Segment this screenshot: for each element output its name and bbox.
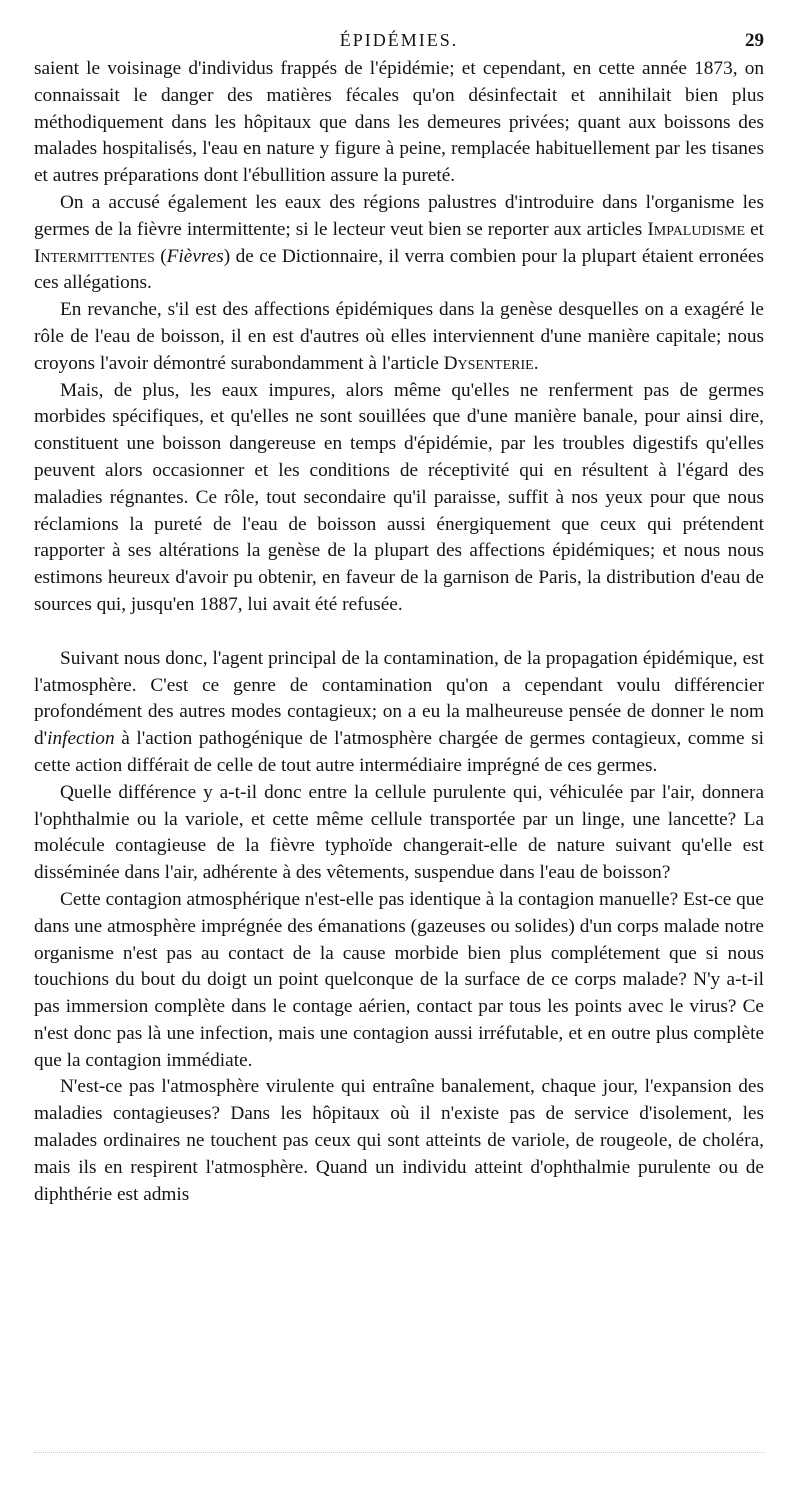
paragraph-text: Quelle différence y a-t-il donc entre la cellule purulente qui, véhiculée par l'air, donnera l'ophthalmie ou la variole, et cette même cellule transportée par un linge, une lancette? La molécule contagieuse de la fièvre typhoïde changerait-elle de nature suivant qu'elle est disséminée dans l'air, adhérente à des vêtements, suspendue dans l'eau de boisson? — [34, 781, 764, 884]
page-number: 29 — [745, 30, 764, 51]
paragraph-7 — [34, 887, 764, 1075]
paragraph-text: . — [533, 352, 539, 374]
article-reference-impaludisme: Impaludisme — [647, 218, 746, 240]
paragraph-text: Cette contagion atmosphérique n'est-elle pas identique à la contagion manuelle? Est-ce que dans une atmosphère imprégnée des émanations (gazeuses ou solides) d'un corps malade notre organisme n'est pas au contact de la cause morbide bien plus complétement que si nous touchions du bout du doigt un point quelconque de la surface de ce corps malade? N'y a-t-il pas immersion complète dans le contage aérien, contact par tous les points avec le virus? Ce n'est donc pas là une infection, mais une contagion aussi irréfutable, et en outre plus complète que la contagion immédiate. — [34, 888, 764, 1071]
page — [34, 30, 764, 1208]
paragraph-2 — [34, 190, 764, 297]
paragraph-text: saient le voisinage d'individus frappés de l'épidémie; et cependant, en cette année 1873, on connaissait le danger des matières fécales qu'on désinfectait et annihilait bien plus méthodiquement dans les hôpitaux que dans les demeures privées; quant aux boissons des malades hospitalisés, l'eau en nature y figure à peine, remplacée habituellement par les tisanes et autres préparations dont l'ébullition assure la pureté. — [34, 58, 764, 187]
running-head — [34, 30, 764, 56]
paragraph-text: à l'action pathogénique de l'atmosphère chargée de germes contagieux, comme si cette action différait de celle de tout autre intermédiaire imprégné de ces germes. — [34, 728, 764, 776]
paragraph-text: En revanche, s'il est des affections épidémiques dans la genèse desquelles on a exagéré le rôle de l'eau de boisson, il en est d'autres où elles interviennent d'une manière capitale; nous croyons l'avoir démontré surabondamment à l'article — [34, 299, 764, 374]
running-title: ÉPIDÉMIES. — [339, 30, 459, 50]
paragraph-1 — [34, 56, 764, 190]
paragraph-text: ) de ce Dictionnaire, il verra combien pour la plupart étaient erronées ces allégations. — [34, 245, 764, 294]
body-text — [34, 56, 764, 1208]
article-reference-intermittentes: Intermittentes — [34, 245, 155, 267]
bottom-dotted-rule — [34, 1452, 764, 1453]
paragraph-text: Mais, de plus, les eaux impures, alors même qu'elles ne renferment pas de germes morbides spécifiques, et qu'elles ne sont souillées que d'une manière banale, pour ainsi dire, constituent une boisson dangereuse en temps d'épidémie, par les troubles digestifs qu'elles peuvent alors occasionner et les conditions de réceptivité qui en résultent à l'égard des maladies régnantes. Ce rôle, tout secondaire qu'il paraisse, suffit à nos yeux pour que nous réclamions la pureté de l'eau de boisson aussi énergiquement que ceux qui prétendent rapporter à ses altérations la genèse de la plupart des affections épidémiques; et nous nous estimons heureux d'avoir pu obtenir, en faveur de la garnison de Paris, la distribution d'eau de sources qui, jusqu'en 1887, lui avait été refusée. — [34, 379, 764, 615]
paragraph-3 — [34, 297, 764, 377]
paragraph-text: et — [745, 218, 764, 240]
paragraph-4 — [34, 378, 764, 619]
paragraph-text: N'est-ce pas l'atmosphère virulente qui entraîne banalement, chaque jour, l'expansion des maladies contagieuses? Dans les hôpitaux où il n'existe pas de service d'isolement, les malades ordinaires ne touchent pas ceux qui sont atteints de variole, de rougeole, de choléra, mais ils en respirent l'atmosphère. Quand un individu atteint d'ophthalmie purulente ou de diphthérie est admis — [34, 1076, 764, 1205]
paragraph-8 — [34, 1074, 764, 1208]
paragraph-text: ( — [154, 245, 167, 267]
italic-term-fievres: Fièvres — [166, 245, 224, 267]
paragraph-6 — [34, 780, 764, 887]
article-reference-dysenterie: Dysenterie — [443, 352, 534, 374]
italic-term-infection: infection — [47, 728, 115, 750]
paragraph-text: Suivant nous donc, l'agent principal de la contamination, de la propagation épidémique, est l'atmosphère. C'est ce genre de contamination qu'on a cependant voulu différencier profondément des autres modes contagieux; on a eu la malheureuse pensée de donner le nom d' — [34, 647, 764, 750]
paragraph-5 — [34, 646, 764, 780]
paragraph-text: On a accusé également les eaux des régions palustres d'introduire dans l'organisme les germes de la fièvre intermittente; si le lecteur veut bien se reporter aux articles — [34, 191, 764, 240]
